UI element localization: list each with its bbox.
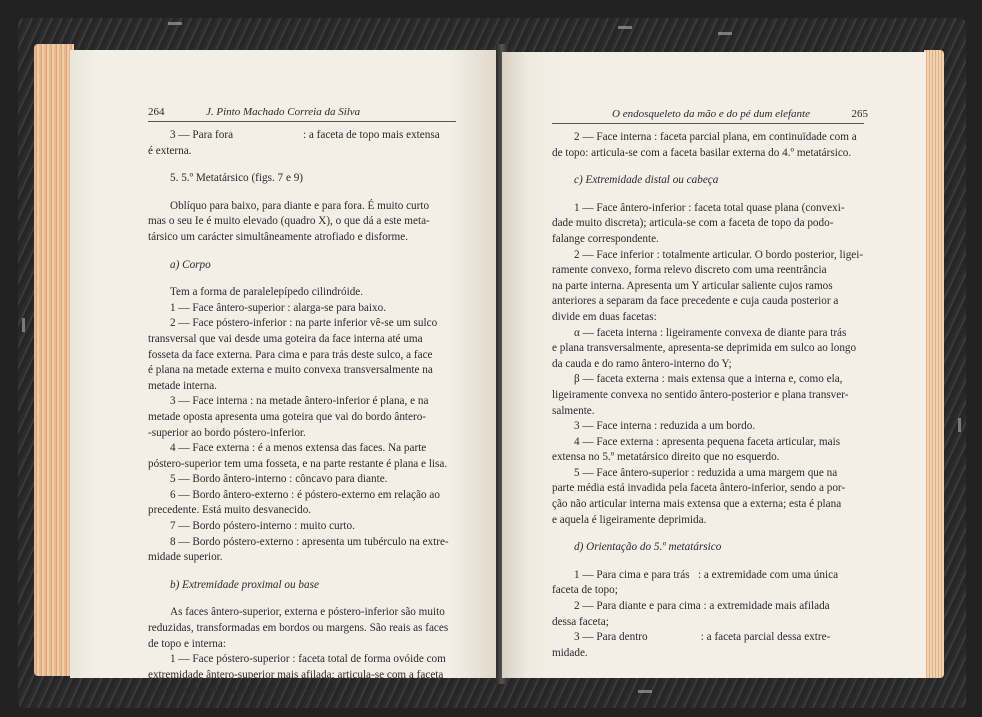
text-line: metade oposta apresenta uma goteira que vai do bordo ântero-	[148, 410, 427, 423]
paragraph-gap	[148, 246, 456, 258]
text-line: metade interna.	[148, 379, 217, 392]
page-edges-left	[34, 44, 74, 676]
cover-speck	[168, 22, 182, 25]
left-head-rule	[148, 121, 456, 122]
left-page-text	[148, 128, 456, 699]
text-line: parte média está invadida pela faceta ântero-inferior, sendo a por-	[552, 482, 846, 495]
text-line: 1 — Face ântero-inferior : faceta total quase plana (convexi-	[574, 201, 845, 214]
right-page-number: 265	[851, 108, 868, 120]
text-line: midade superior.	[148, 551, 223, 564]
text-line: ramente convexo, forma relevo discreto com uma reentrância	[552, 264, 827, 277]
text-line: extremidade ântero-superior mais afilada; articula-se com a faceta	[148, 668, 444, 681]
right-running-head-title: O endosqueleto da mão e do pé dum elefante	[612, 108, 810, 120]
page-edges-right	[924, 50, 944, 678]
text-line: 2 — Face póstero-inferior : na parte inferior vê-se um sulco	[170, 317, 438, 330]
text-line: e plana transversalmente, apresenta-se deprimida em sulco ao longo	[552, 342, 857, 355]
left-running-head	[148, 105, 360, 121]
text-line: é externa.	[148, 144, 192, 157]
section-heading: 5. 5.º Metatársico (figs. 7 e 9)	[170, 172, 304, 185]
text-line: 1 — Face póstero-superior : faceta total de forma ovóide com	[170, 653, 446, 666]
text-line: falange correspondente.	[552, 232, 659, 245]
cover-speck	[22, 318, 25, 332]
text-line: 3 — Para fora : a faceta de topo mais extensa	[170, 129, 440, 141]
text-line: fosseta da face externa. Para cima e para trás deste sulco, a face	[148, 348, 433, 361]
text-line: 6 — Bordo ântero-externo : é póstero-externo em relação ao	[170, 488, 440, 501]
left-running-head-title: J. Pinto Machado Correia da Silva	[206, 106, 361, 118]
text-line: 2 — Para diante e para cima : a extremidade mais afilada	[574, 600, 830, 613]
paragraph-gap	[552, 161, 864, 173]
paragraph-gap	[148, 273, 456, 285]
text-line: póstero-superior tem uma fosseta, e na parte restante é plana e lisa.	[148, 457, 448, 470]
text-line: 3 — Para dentro : a faceta parcial dessa extre-	[574, 631, 831, 644]
text-line: faceta de topo;	[552, 584, 618, 597]
text-line: 2 — Face interna : faceta parcial plana, em continuïdade com a	[574, 131, 857, 143]
left-page-number: 264	[148, 106, 165, 118]
section-heading: d) Orientação do 5.º metatársico	[574, 541, 722, 554]
text-line: midade.	[552, 646, 588, 659]
cover-speck	[718, 32, 732, 35]
text-line: reduzidas, transformadas em bordos ou margens. São reais as faces	[148, 622, 449, 635]
section-heading: a) Corpo	[170, 258, 211, 271]
text-line: salmente.	[552, 404, 595, 417]
text-line: 5 — Face ântero-superior : reduzida a uma margem que na	[574, 466, 838, 479]
text-line: 2 — Face inferior : totalmente articular. O bordo posterior, ligei-	[574, 248, 864, 261]
text-line: α — faceta interna : ligeiramente convexa de diante para trás	[574, 326, 847, 339]
text-line: anteriores a separam da face precedente e cuja cauda posterior a	[552, 295, 839, 308]
text-line: 3 — Face interna : na metade ântero-inferior é plana, e na	[170, 395, 429, 408]
text-line: divide em duas facetas:	[552, 310, 657, 323]
text-line: da cauda e do ramo ântero-interno do Y;	[552, 357, 732, 370]
text-line: na parte interna. Apresenta um Y articular saliente cujos ramos	[552, 279, 833, 292]
right-head-rule	[552, 123, 864, 124]
paragraph-gap	[552, 528, 864, 540]
right-running-head	[612, 107, 868, 123]
text-line: de topo e interna:	[148, 637, 226, 650]
paragraph-gap	[148, 159, 456, 171]
text-line: ção não articular interna mais extensa que a externa; esta é plana	[552, 498, 842, 511]
section-heading: b) Extremidade proximal ou base	[170, 578, 319, 591]
text-line: Tem a forma de paralelepípedo cilindróide.	[170, 286, 364, 299]
text-line: dessa faceta;	[552, 615, 609, 628]
paragraph-gap	[148, 187, 456, 199]
text-line: de topo: articula-se com a faceta basilar externa do 4.º metatársico.	[552, 146, 852, 159]
text-line: ligeiramente convexa no sentido ântero-posterior e plana transver-	[552, 388, 849, 401]
text-line: transversal que vai desde uma goteira da face interna até uma	[148, 332, 423, 345]
left-page	[70, 50, 502, 697]
text-line: precedente. Está muito desvanecido.	[148, 504, 312, 517]
right-page	[502, 52, 926, 678]
text-line: 4 — Face externa : apresenta pequena faceta articular, mais	[574, 435, 841, 448]
text-line: 7 — Bordo póstero-interno : muito curto.	[170, 520, 355, 533]
text-line: As faces ântero-superior, externa e póstero-inferior são muito	[170, 606, 445, 619]
text-line: ínfero-externa da face anterior do cubóide.	[148, 684, 339, 697]
text-line: e aquela é ligeiramente deprimida.	[552, 513, 707, 526]
text-line: 1 — Para cima e para trás : a extremidade com uma única	[574, 568, 839, 581]
text-line: 3 — Face interna : reduzida a um bordo.	[574, 420, 756, 433]
paragraph-gap	[148, 593, 456, 605]
cover-speck	[638, 690, 652, 693]
text-line: Oblíquo para baixo, para diante e para fora. É muito curto	[170, 199, 430, 212]
cover-speck	[958, 418, 961, 432]
text-line: 5 — Bordo ântero-interno : côncavo para diante.	[170, 473, 388, 486]
text-line: extensa no 5.º metatársico direito que no esquerdo.	[552, 451, 780, 464]
text-line: β — faceta externa : mais extensa que a interna e, como ela,	[574, 373, 843, 386]
text-line: mas o seu Ie é muito elevado (quadro X), o que dá a este meta-	[148, 215, 430, 228]
text-line: -superior ao bordo póstero-inferior.	[148, 426, 306, 439]
text-line: 1 — Face ântero-superior : alarga-se para baixo.	[170, 301, 386, 314]
right-page-text	[552, 130, 864, 661]
paragraph-gap	[552, 556, 864, 568]
paragraph-gap	[552, 189, 864, 201]
section-heading: c) Extremidade distal ou cabeça	[574, 174, 719, 187]
text-line: é plana na metade externa e muito convexa transversalmente na	[148, 364, 433, 377]
text-line: dade muito discreta); articula-se com a faceta de topo da podo-	[552, 217, 834, 230]
text-line: társico um carácter simultâneamente atrofiado e disforme.	[148, 230, 408, 243]
paragraph-gap	[148, 566, 456, 578]
cover-speck	[618, 26, 632, 29]
text-line: 4 — Face externa : é a menos extensa das faces. Na parte	[170, 442, 427, 455]
text-line: 8 — Bordo póstero-externo : apresenta um tubérculo na extre-	[170, 535, 449, 548]
